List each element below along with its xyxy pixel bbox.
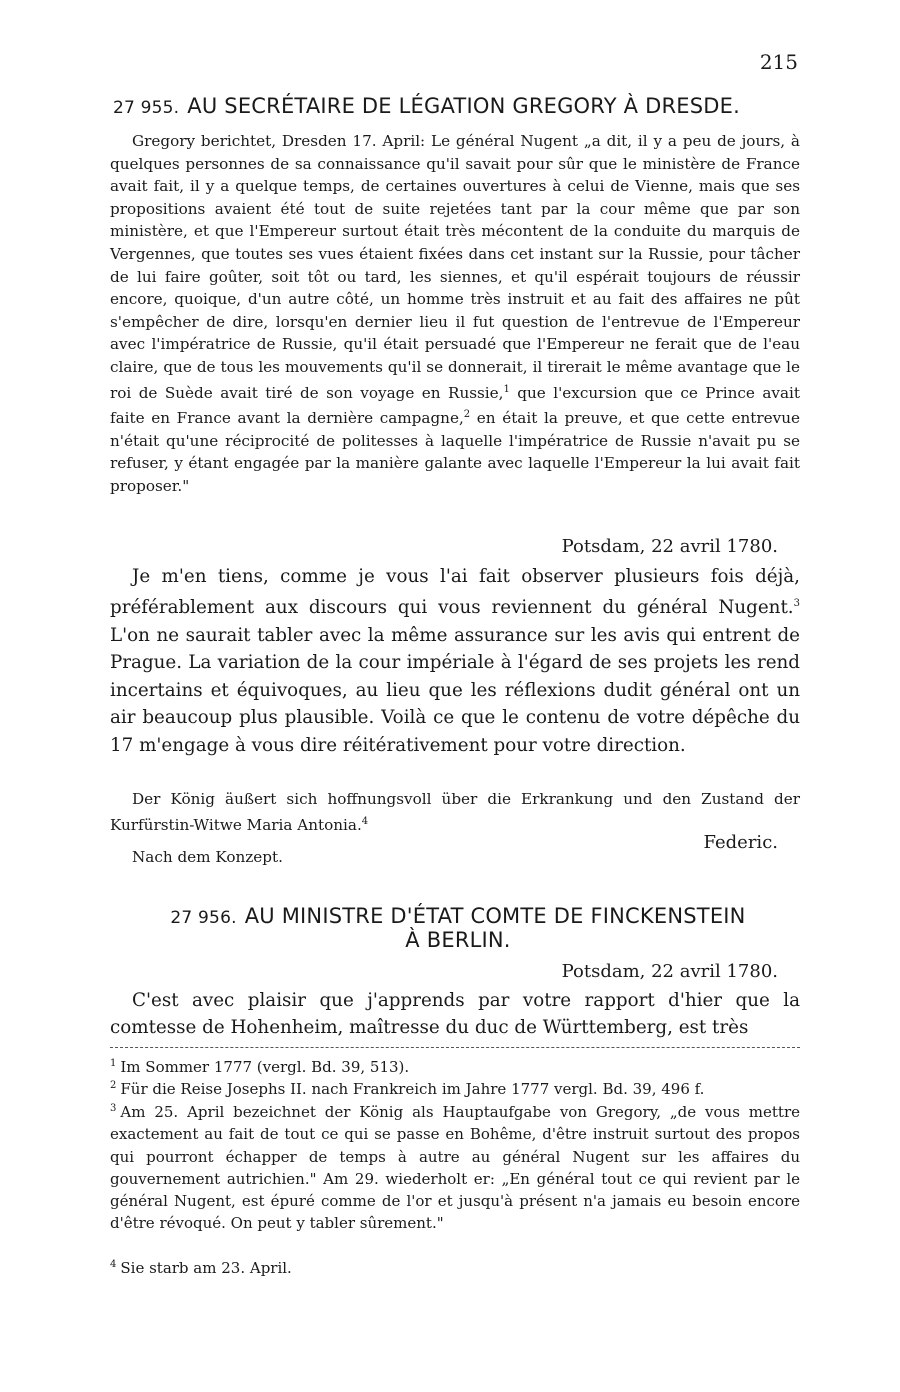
report-text: Gregory berichtet, Dresden 17. April: Le général Nugent „a dit, il y a peu de jours, à quelques personnes de sa connaissance qu'il savait pour sûr que le ministère de France avait fait, il y a quelque temps, de certaines ouvertures à celui de Vienne, mais que ses propositions avaient été tout de suite rejetées tant par la cour même que par son ministère, et que l'Empereur surtout était très mécontent de la conduite du marquis de Vergennes, que toutes ses vues étaient fixées dans cet instant sur la Russie, pour tâcher de lui faire goûter, soit tôt ou tard, les siennes, et qu'il espérait toujours de réussir encore, quoique, d'un autre côté, un homme très instruit et au fait des affaires ne pût s'empêcher de dire, lorsqu'en dernier lieu il fut question de l'entrevue de l'Empereur avec l'impératrice de Russie, qu'il était persuadé que l'Empereur ne ferait que de l'eau claire, que de tous les mouvements qu'il se donnerait, il tirerait le même avantage que le roi de Suède avait tiré de son voyage en Russie,: [110, 132, 800, 402]
page-number: 215: [759, 50, 798, 74]
body-text: Je m'en tiens, comme je vous l'ai fait observer plusieurs fois déjà, préférablement aux discours qui vous reviennent du général Nugent.: [110, 566, 800, 619]
footnote-ref: 1: [503, 383, 510, 395]
letter-number: 27 956.: [170, 908, 237, 928]
report-summary: [110, 130, 800, 498]
footnote-ref: 3: [793, 598, 800, 610]
letter-title: AU SECRÉTAIRE DE LÉGATION GREGORY À DRESDE.: [187, 94, 740, 118]
footnote-ref: 4: [361, 815, 369, 827]
report-text: que l'excursion que ce Prince avait faite en France avant la dernière campagne,: [110, 383, 800, 428]
note-text: Der König äußert sich hoffnungsvoll über die Erkrankung und den Zustand der Kurfürstin-Witwe Maria Antonia.: [110, 790, 800, 834]
letter-title: AU MINISTRE D'ÉTAT COMTE DE FINCKENSTEIN: [244, 904, 746, 928]
footnote: [110, 1075, 800, 1100]
footnote-text: Im Sommer 1777 (vergl. Bd. 39, 513).: [120, 1058, 410, 1076]
letter-heading: [113, 904, 803, 952]
footnote-text: Am 25. April bezeichnet der König als Hauptaufgabe von Gregory, „de vous mettre exactement au fait de tout ce qui se passe en Bohême, d'être instruit surtout des propos qui pourront échapper de temps à autre au général Nugent sur les affaires du gouvernement autrichien." Am 29. wiederholt er: „En général tout ce qui revient par le général Nugent, est épuré comme de l'or et jusqu'à présent n'a jamais eu besoin encore d'être révoqué. On peut y tabler sûrement.": [110, 1103, 800, 1233]
letter-title-line2: À BERLIN.: [405, 928, 511, 952]
report-text: en était la preuve, et que cette entrevue n'était qu'une réciprocité de politesses à laquelle l'impératrice de Russie n'avait pu se refuser, y étant engagée par la manière galante avec laquelle l'Empereur la lui avait fait proposer.": [110, 409, 800, 496]
footnote-mark: 1: [110, 1058, 117, 1069]
footnote-divider: [110, 1047, 800, 1048]
footnote-ref: 2: [463, 409, 471, 421]
signature: Federic.: [703, 832, 778, 853]
body-text: L'on ne saurait tabler avec la même assurance sur les avis qui entrent de Prague. La variation de la cour impériale à l'égard de ses projets les rend incertains et équivoques, au lieu que les réflexions dudit général ont un air beaucoup plus plausible. Voilà ce que le contenu de votre dépêche du 17 m'engage à vous dire réitérativement pour votre direction.: [110, 624, 800, 756]
dateline: Potsdam, 22 avril 1780.: [561, 961, 778, 982]
source-note: Nach dem Konzept.: [132, 848, 283, 866]
body-text: C'est avec plaisir que j'apprends par votre rapport d'hier que la comtesse de Hohenheim, maîtresse du duc de Württemberg, est très: [110, 990, 800, 1039]
footnote-mark: 3: [110, 1103, 117, 1114]
footnote-mark: 2: [110, 1080, 117, 1091]
footnote-text: Für die Reise Josephs II. nach Frankreich im Jahre 1777 vergl. Bd. 39, 496 f.: [120, 1080, 705, 1098]
editor-note: [110, 788, 800, 836]
footnote: [110, 1254, 800, 1279]
dateline: Potsdam, 22 avril 1780.: [561, 536, 778, 557]
letter-heading: [113, 94, 803, 118]
footnote: [110, 1098, 800, 1235]
letter-number: 27 955.: [113, 98, 180, 118]
letter-body: [110, 563, 800, 759]
footnote-mark: 4: [110, 1259, 117, 1270]
footnote-text: Sie starb am 23. April.: [120, 1259, 292, 1277]
letter-body: [110, 987, 800, 1042]
